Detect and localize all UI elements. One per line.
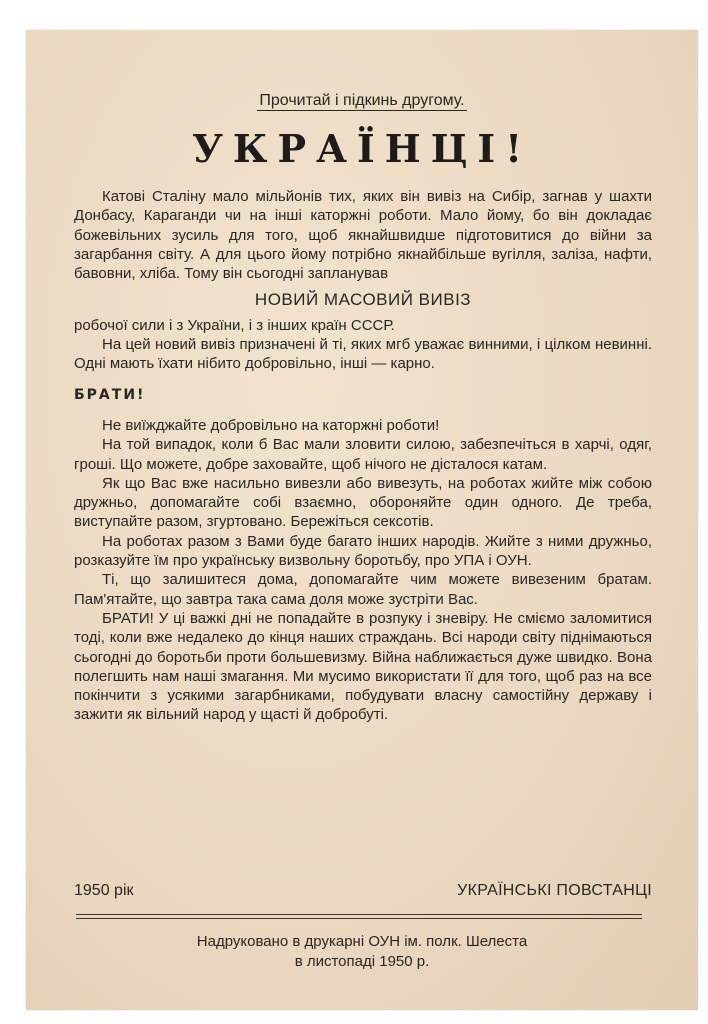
paragraph-8: БРАТИ! У ці важкі дні не попадайте в розпуку і зневіру. Не сміємо заломитися тоді, коли вже недалеко до кінця наших страждань. Всі народи світу піднімаються сьогодні до боротьби проти большевизму. Війна наближається дуже швидко. Вона полегшить нам наші змагання. Ми мусимо використати її для того, щоб раз на все покінчити з усякими загарбниками, побудувати власну самостійну державу і зажити як вільний народ у щасті й добробуті. — [74, 609, 652, 724]
footer-divider-top — [76, 914, 642, 915]
print-footer — [26, 932, 698, 972]
tagline — [26, 92, 698, 110]
intro-paragraph: Катові Сталіну мало мільйонів тих, яких він вивіз на Сибір, загнав у шахти Донбасу, Караганди чи на інші каторжні роботи. Мало йому, бо він докладає божевільних зусиль для того, щоб якнайшвидше підготовитися до війни за загарбання світу. А для цього йому потрібно якнайбільше вугілля, заліза, нафти, бавовни, хліба. Тому він сьогодні запланував — [74, 188, 652, 283]
signature: УКРАЇНСЬКІ ПОВСТАНЦІ — [457, 882, 652, 899]
leaflet-body — [74, 187, 652, 725]
footer-line-2: в листопаді 1950 р. — [294, 953, 430, 970]
subheading: НОВИЙ МАСОВИЙ ВИВІЗ — [254, 290, 472, 310]
year-label: 1950 рік — [74, 882, 134, 899]
paragraph-4: На той випадок, коли б Вас мали зловити силою, забезпечіться в харчі, одяг, гроші. Що можете, добре заховайте, щоб нічого не дісталося катам. — [74, 436, 652, 473]
tagline-text: Прочитай і підкинь другому. — [259, 92, 465, 109]
paragraph-6: На роботах разом з Вами буде багато інших народів. Жийте з ними дружньо, розказуйте їм про українську визвольну боротьбу, про УПА і ОУН. — [74, 532, 652, 570]
paragraph-3: Не виїжджайте добровільно на каторжні роботи! — [102, 416, 440, 434]
paragraph-7: Ті, що залишитеся дома, допомагайте чим можете вивезеним братам. Пам'ятайте, що завтра така сама доля може зустріти Вас. — [74, 571, 652, 608]
paragraph-5: Як що Вас вже насильно вивезли або вивезуть, на роботах жийте між собою дружньо, допомагайте собі взаємно, обороняйте один одного. Де треба, виступайте разом, згуртовано. Бережіться сексотів. — [74, 474, 652, 531]
continuation-paragraph: робочої сили і з України, і з інших країн СССР. — [74, 316, 395, 334]
footer-line-1: Надруковано в друкарні ОУН ім. полк. Шелеста — [196, 933, 528, 950]
paragraph-2: На цей новий вивіз призначені й ті, яких мгб уважає винними, і цілком невинні. Одні мають їхати нібито добровільно, інші — карно. — [74, 336, 652, 373]
leaflet-title: УКРАЇНЦІ! — [192, 126, 532, 171]
leaflet-page — [26, 30, 698, 1010]
brothers-heading: БРАТИ! — [74, 386, 146, 403]
footer-divider-bottom — [76, 918, 642, 919]
